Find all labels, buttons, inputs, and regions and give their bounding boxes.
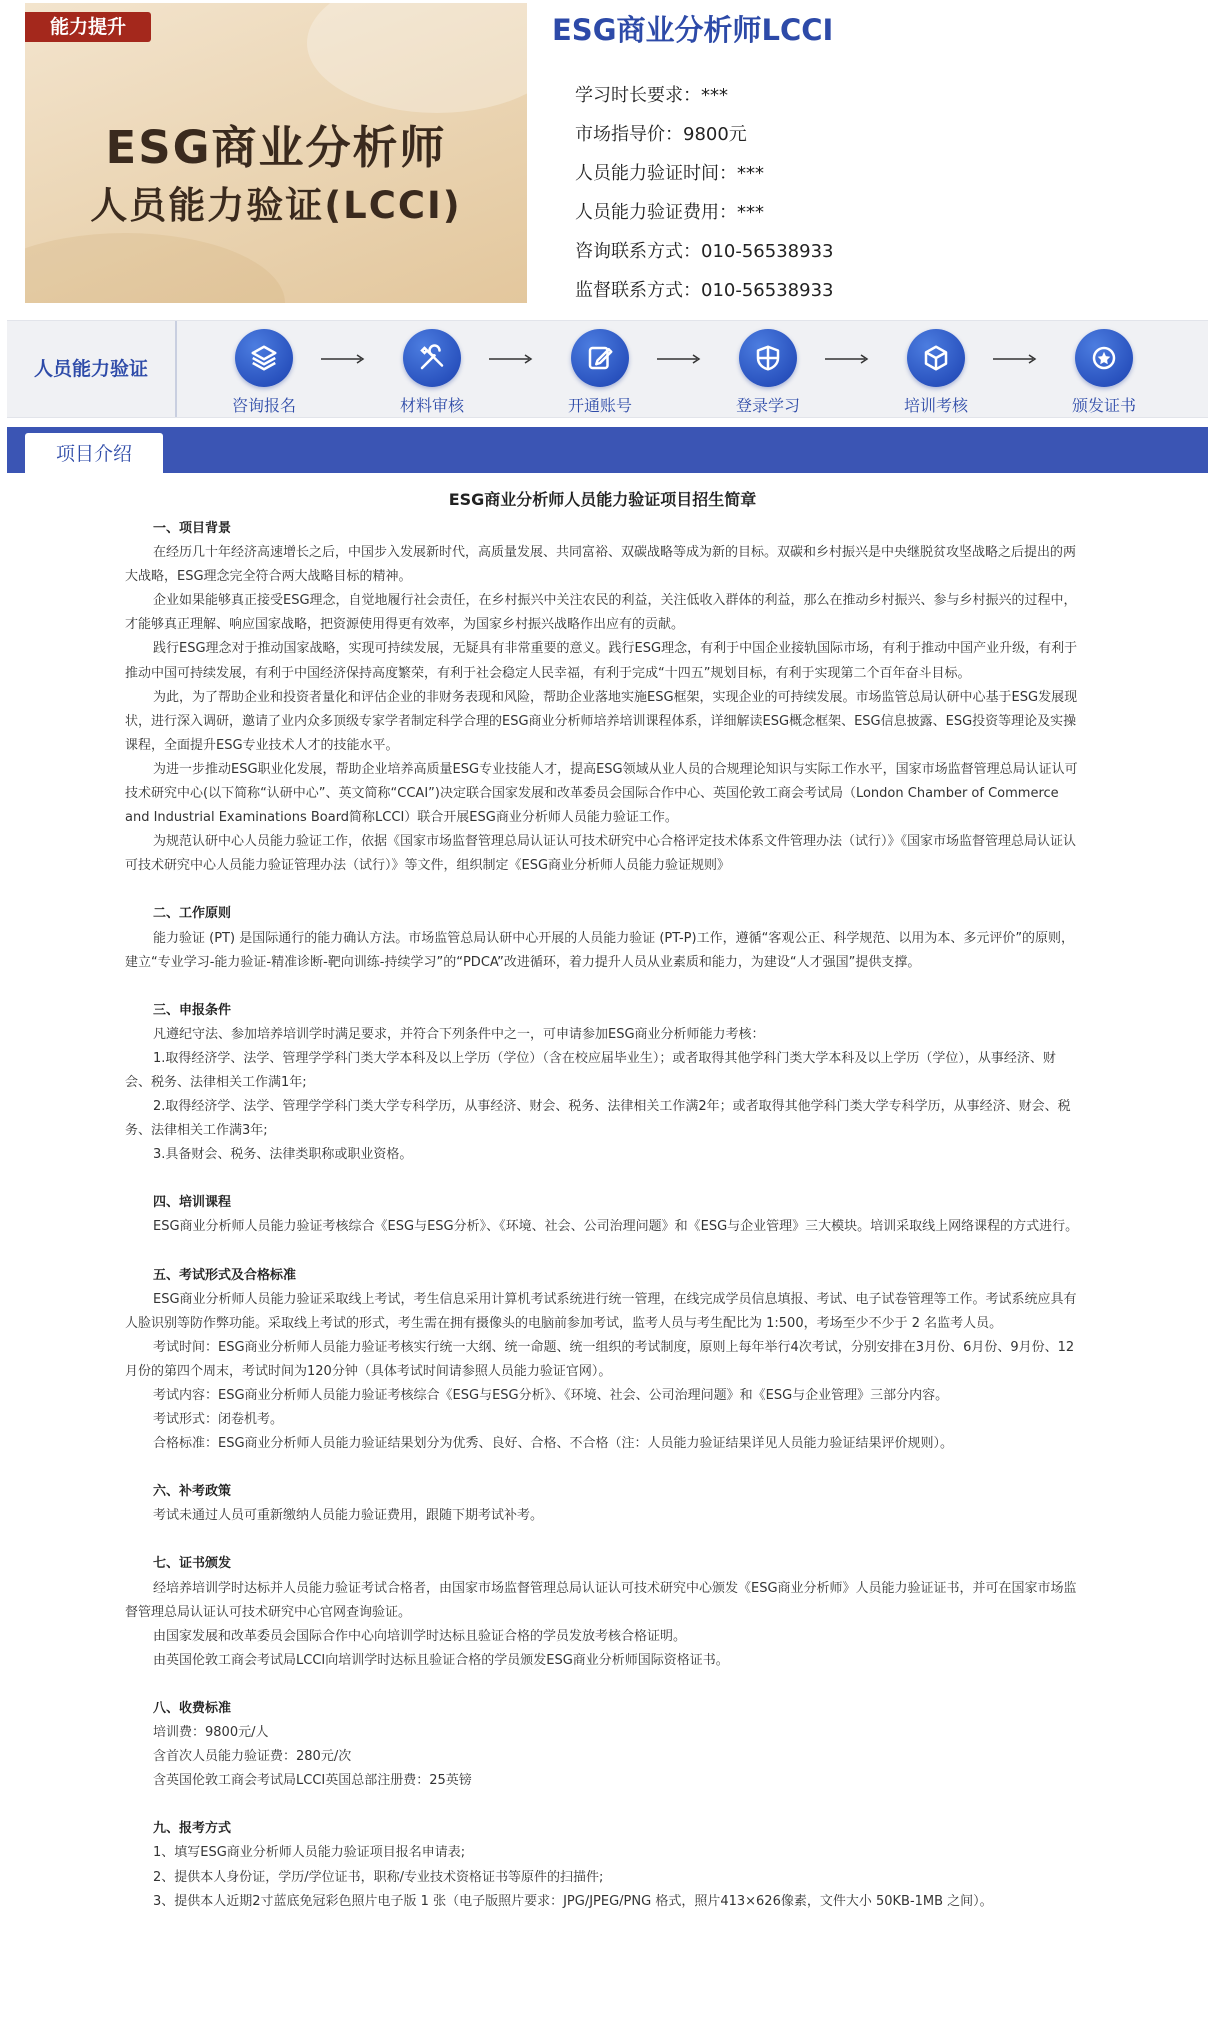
article-body xyxy=(125,517,1080,1914)
paragraph: 2、提供本人身份证，学历/学位证书，职称/专业技术资格证书等原件的扫描件; xyxy=(153,1869,604,1885)
paragraph: 由英国伦敦工商会考试局LCCI向培训学时达标且验证合格的学员颁发ESG商业分析师国际资格证书。 xyxy=(153,1652,729,1668)
section-spacer xyxy=(125,1793,1080,1817)
paragraph: 合格标准：ESG商业分析师人员能力验证结果划分为优秀、良好、合格、不合格（注：人员能力验证结果详见人员能力验证结果评价规则）。 xyxy=(153,1436,954,1452)
arrow-right-icon xyxy=(993,353,1037,365)
section-spacer xyxy=(125,878,1080,902)
banner-decoration xyxy=(307,3,527,113)
section-spacer xyxy=(125,1167,1080,1191)
step-consult-register[interactable] xyxy=(219,329,309,416)
course-title: ESG商业分析师LCCI xyxy=(552,13,834,47)
paragraph: 1、填写ESG商业分析师人员能力验证项目报名申请表; xyxy=(153,1845,466,1861)
step-label: 培训考核 xyxy=(903,396,968,415)
paragraph: 考试未通过人员可重新缴纳人员能力验证费用，跟随下期考试补考。 xyxy=(153,1508,544,1524)
paragraph: 为进一步推动ESG职业化发展，帮助企业培养高质量ESG专业技能人才，提高ESG领域从业人员的合规理论知识与实际工作水平，国家市场监督管理总局认证认可技术研究中心(以下简称“认研中心”、英文简称“CCAI”)决定联合国家发展和改革委员会国际合作中心、英国伦敦工商会考试局（London Chamber of Commerce and Industrial Examinations Board简称LCCI）联合开展ESG商业分析师人员能力验证工作。 xyxy=(125,761,1078,826)
arrow-right-icon xyxy=(657,353,701,365)
layers-icon xyxy=(235,329,293,387)
paragraph: 1.取得经济学、法学、管理学学科门类大学本科及以上学历（学位）（含在校应届毕业生）；或者取得其他学科门类大学本科及以上学历（学位），从事经济、财会、税务、法律相关工作满1年; xyxy=(125,1050,1056,1090)
paragraph: 含首次人员能力验证费：280元/次 xyxy=(153,1749,352,1765)
banner-title-line2: 人员能力验证(LCCI) xyxy=(90,184,462,227)
paragraph: 经培养培训学时达标并人员能力验证考试合格者，由国家市场监督管理总局认证认可技术研究中心颁发《ESG商业分析师》人员能力验证证书，并可在国家市场监督管理总局认证认可技术研究中心官网查询验证。 xyxy=(125,1580,1077,1620)
course-info-list xyxy=(575,76,833,310)
info-supervision-contact: 监督联系方式：010-56538933 xyxy=(575,280,834,301)
paragraph: 凡遵纪守法、参加培养培训学时满足要求，并符合下列条件中之一，可申请参加ESG商业分析师能力考核： xyxy=(153,1026,765,1042)
section-heading: 一、项目背景 xyxy=(153,521,232,536)
article-content xyxy=(125,485,1080,1914)
info-exam-time: 人员能力验证时间：*** xyxy=(575,163,764,184)
section-spacer xyxy=(125,1673,1080,1697)
medal-icon xyxy=(1075,329,1133,387)
step-label: 材料审核 xyxy=(399,396,464,415)
section-spacer xyxy=(125,1528,1080,1552)
paragraph: 践行ESG理念对于推动国家战略，实现可持续发展，无疑具有非常重要的意义。践行ESG理念，有利于中国企业接轨国际市场，有利于推动中国产业升级，有利于推动中国可持续发展，有利于中国经济保持高度繁荣，有利于社会稳定人民幸福，有利于完成“十四五”规划目标，有利于实现第二个百年奋斗目标。 xyxy=(125,641,1078,681)
banner-decoration xyxy=(25,233,285,303)
section-heading: 六、补考政策 xyxy=(153,1484,232,1500)
paragraph: 能力验证 (PT) 是国际通行的能力确认方法。市场监管总局认研中心开展的人员能力验证 (PT-P)工作，遵循“客观公正、科学规范、以用为本、多元评价”的原则，建立“专业学习-能力验证-精准诊断-靶向训练-持续学习”的“PDCA”改进循环，着力提升人员从业素质和能力，为建设“人才强国”提供支撑。 xyxy=(125,930,1075,970)
section-heading: 四、培训课程 xyxy=(153,1195,232,1211)
paragraph: 为此，为了帮助企业和投资者量化和评估企业的非财务表现和风险，帮助企业落地实施ESG框架，实现企业的可持续发展。市场监管总局认研中心基于ESG发展现状，进行深入调研，邀请了业内众多顶级专家学者制定科学合理的ESG商业分析师培养培训课程体系，详细解读ESG概念框架、ESG信息披露、ESG投资等理论及实操课程，全面提升ESG专业技术人才的技能水平。 xyxy=(125,689,1078,753)
arrow-right-icon xyxy=(321,353,365,365)
paragraph: ESG商业分析师人员能力验证考核综合《ESG与ESG分析》、《环境、社会、公司治理问题》和《ESG与企业管理》三大模块。培训采取线上网络课程的方式进行。 xyxy=(153,1219,1079,1235)
process-flow xyxy=(7,320,1208,418)
course-banner xyxy=(25,3,527,303)
step-training-exam[interactable] xyxy=(891,329,981,416)
edit-account-icon xyxy=(571,329,629,387)
process-label: 人员能力验证 xyxy=(7,321,177,417)
paragraph: 3.具备财会、税务、法律类职称或职业资格。 xyxy=(153,1147,413,1163)
paragraph: 培训费：9800元/人 xyxy=(153,1725,269,1741)
step-open-account[interactable] xyxy=(555,329,645,416)
cube-icon xyxy=(907,329,965,387)
step-issue-certificate[interactable] xyxy=(1059,329,1149,416)
section-spacer xyxy=(125,1240,1080,1264)
section-heading: 七、证书颁发 xyxy=(153,1556,232,1572)
section-spacer xyxy=(125,975,1080,999)
info-consult-contact: 咨询联系方式：010-56538933 xyxy=(575,241,834,262)
info-exam-fee: 人员能力验证费用：*** xyxy=(575,202,764,223)
paragraph: 含英国伦敦工商会考试局LCCI英国总部注册费：25英镑 xyxy=(153,1773,472,1789)
section-heading: 五、考试形式及合格标准 xyxy=(153,1267,297,1283)
info-study-hours: 学习时长要求：*** xyxy=(575,85,728,106)
paragraph: 在经历几十年经济高速增长之后，中国步入发展新时代，高质量发展、共同富裕、双碳战略等成为新的目标。双碳和乡村振兴是中央继脱贫攻坚战略之后提出的两大战略，ESG理念完全符合两大战略目标的精神。 xyxy=(125,545,1077,585)
section-heading: 九、报考方式 xyxy=(153,1821,232,1837)
banner-tag: 能力提升 xyxy=(25,12,151,42)
tab-project-intro[interactable]: 项目介绍 xyxy=(25,433,163,473)
paragraph: 考试时间：ESG商业分析师人员能力验证考核实行统一大纲、统一命题、统一组织的考试制度，原则上每年举行4次考试，分别安排在3月份、6月份、9月份、12月份的第四个周末，考试时间为120分钟（具体考试时间请参照人员能力验证官网）。 xyxy=(125,1339,1075,1379)
tab-bar xyxy=(7,427,1208,473)
paragraph: 由国家发展和改革委员会国际合作中心向培训学时达标且验证合格的学员发放考核合格证明。 xyxy=(153,1628,687,1644)
step-label: 咨询报名 xyxy=(231,396,296,415)
section-heading: 二、工作原则 xyxy=(153,906,232,922)
info-market-price: 市场指导价：9800元 xyxy=(575,124,747,145)
paragraph: 企业如果能够真正接受ESG理念，自觉地履行社会责任，在乡村振兴中关注农民的利益，关注低收入群体的利益，那么在推动乡村振兴、参与乡村振兴的过程中，才能够真正理解、响应国家战略，把资源使用得更有效率，为国家乡村振兴战略作出应有的贡献。 xyxy=(125,593,1077,633)
paragraph: 3、提供本人近期2寸蓝底免冠彩色照片电子版 1 张（电子版照片要求：JPG/JPEG/PNG 格式，照片413×626像素，文件大小 50KB-1MB 之间）。 xyxy=(153,1893,993,1909)
paragraph: 考试形式：闭卷机考。 xyxy=(153,1412,284,1428)
paragraph: 2.取得经济学、法学、管理学学科门类大学专科学历，从事经济、财会、税务、法律相关工作满2年；或者取得其他学科门类大学专科学历，从事经济、财会、税务、法律相关工作满3年; xyxy=(125,1099,1071,1139)
step-label: 开通账号 xyxy=(567,396,632,415)
banner-title-line1: ESG商业分析师 xyxy=(105,121,447,174)
step-login-study[interactable] xyxy=(723,329,813,416)
section-heading: 八、收费标准 xyxy=(153,1700,232,1716)
section-spacer xyxy=(125,1456,1080,1480)
section-heading: 三、申报条件 xyxy=(153,1002,232,1018)
paragraph: 为规范认研中心人员能力验证工作，依据《国家市场监督管理总局认证认可技术研究中心合格评定技术体系文件管理办法（试行）》《国家市场监督管理总局认证认可技术研究中心人员能力验证管理办法（试行）》等文件，组织制定《ESG商业分析师人员能力验证规则》 xyxy=(125,834,1077,874)
article-title: ESG商业分析师人员能力验证项目招生简章 xyxy=(448,490,757,509)
tools-icon xyxy=(403,329,461,387)
paragraph: 考试内容：ESG商业分析师人员能力验证考核综合《ESG与ESG分析》、《环境、社会、公司治理问题》和《ESG与企业管理》三部分内容。 xyxy=(153,1388,949,1403)
shield-icon xyxy=(739,329,797,387)
step-material-review[interactable] xyxy=(387,329,477,416)
arrow-right-icon xyxy=(489,353,533,365)
paragraph: ESG商业分析师人员能力验证采取线上考试，考生信息采用计算机考试系统进行统一管理，在线完成学员信息填报、考试、电子试卷管理等工作。考试系统应具有人脸识别等防作弊功能。采取线上考试的形式，考生需在拥有摄像头的电脑前参加考试，监考人员与考生配比为 1:500，考场至少不少于 2 名监考人员。 xyxy=(125,1291,1077,1331)
step-label: 登录学习 xyxy=(735,396,800,415)
arrow-right-icon xyxy=(825,353,869,365)
step-label: 颁发证书 xyxy=(1071,396,1136,415)
